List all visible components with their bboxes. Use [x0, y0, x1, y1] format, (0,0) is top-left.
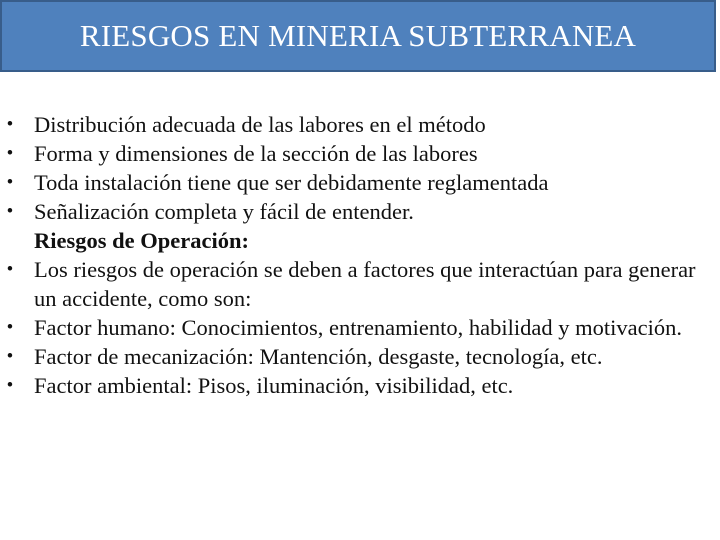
bullet-icon: • [6, 346, 14, 367]
list-item-text: Los riesgos de operación se deben a factores que interactúan para generar un accidente, como son: [34, 257, 696, 311]
list-item [0, 110, 720, 139]
list-item [0, 371, 720, 400]
slide-title: RIESGOS EN MINERIA SUBTERRANEA [79, 18, 637, 53]
bullet-icon: • [6, 143, 14, 164]
list-item-text: Señalización completa y fácil de entender. [34, 199, 414, 224]
list-item-text: Distribución adecuada de las labores en el método [34, 112, 486, 137]
list-item-text: Forma y dimensiones de la sección de las labores [34, 141, 478, 166]
list-item-text: Factor ambiental: Pisos, iluminación, visibilidad, etc. [34, 373, 514, 398]
list-item [0, 197, 720, 226]
list-item-text: Factor de mecanización: Mantención, desgaste, tecnología, etc. [34, 344, 603, 369]
bullet-icon: • [6, 114, 14, 135]
list-item [0, 139, 720, 168]
bullet-icon: • [6, 172, 14, 193]
list-item [0, 255, 720, 313]
list-item-text: Toda instalación tiene que ser debidamente reglamentada [34, 170, 549, 195]
title-banner [0, 0, 716, 72]
bullet-list [0, 110, 720, 400]
list-item [0, 342, 720, 371]
list-item [0, 313, 720, 342]
bullet-icon: • [6, 317, 14, 338]
bullet-icon: • [6, 201, 14, 222]
section-subheading: Riesgos de Operación: [34, 228, 249, 253]
list-item [0, 168, 720, 197]
bullet-icon: • [6, 375, 14, 396]
bullet-icon: • [6, 259, 14, 280]
list-item-text: Factor humano: Conocimientos, entrenamiento, habilidad y motivación. [34, 315, 682, 340]
